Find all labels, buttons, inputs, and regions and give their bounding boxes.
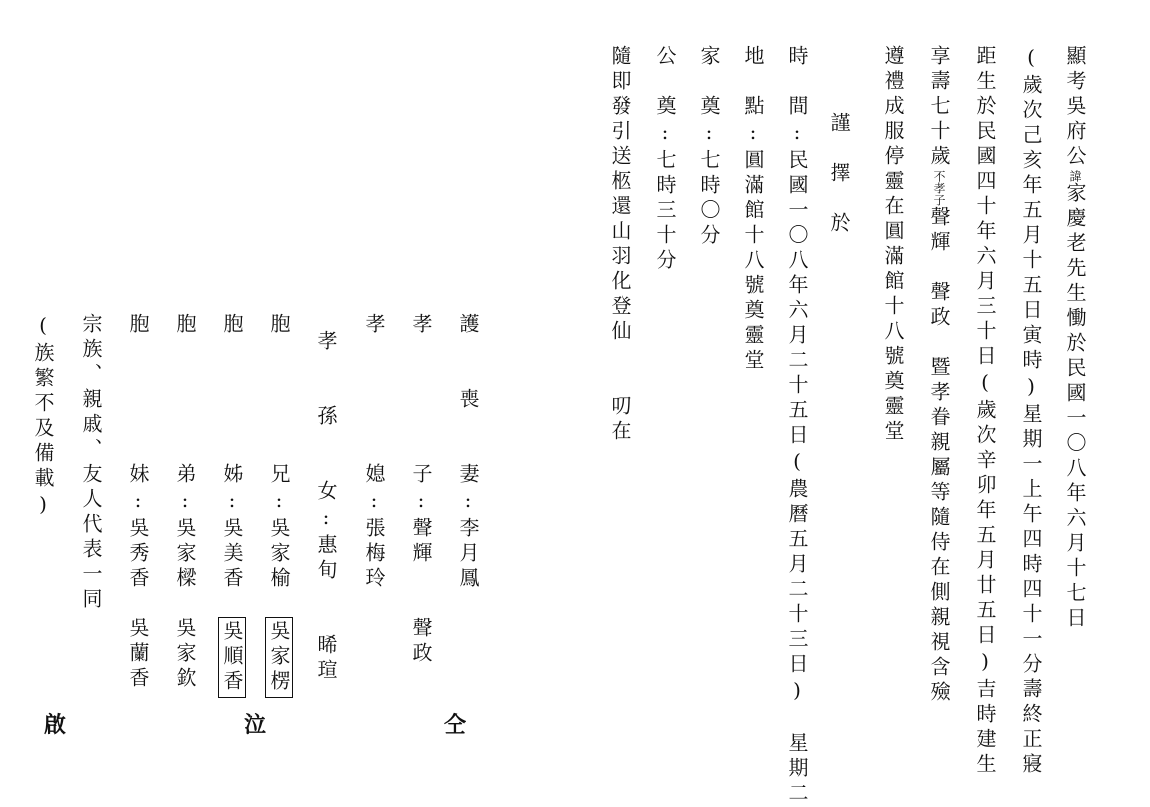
schedule-public-rite: 公 奠:七時三十分 (653, 45, 677, 274)
taboo-note: 諱 (1068, 170, 1082, 182)
announcement-line-1-b: 家慶老先生慟於民國一〇八年六月十七日 (1063, 182, 1087, 632)
family-younger-brothers: 胞 弟:吳家樑 吳家欽 (173, 313, 197, 692)
boxed-name: 吳順香 (218, 617, 246, 698)
signature-right: 仝 (444, 713, 467, 738)
announcement-line-3: 距生於民國四十年六月三十日(歲次辛卯年五月廿五日)吉時建生 (973, 45, 997, 778)
family-elder-sisters (219, 313, 245, 698)
family-daughter-in-law: 孝 媳:張梅玲 (362, 313, 386, 592)
family-note: (族繁不及備載) (31, 313, 55, 521)
family-sons: 孝 子:聲輝 聲政 (409, 313, 433, 667)
family-elder-brothers-text: 胞 兄:吳家榆 (267, 313, 291, 617)
family-elder-brothers (266, 313, 292, 698)
announcement-line-1 (1062, 45, 1088, 632)
announcement-line-6: 謹 擇 於 (827, 112, 851, 237)
family-younger-sisters: 胞 妹:吳秀香 吳蘭香 (126, 313, 150, 692)
boxed-name: 吳家楞 (265, 617, 293, 698)
announcement-line-1-a: 顯考吳府公 (1063, 45, 1087, 170)
signature-middle: 泣 (244, 713, 267, 738)
schedule-location: 地 點:圓滿館十八號奠靈堂 (741, 45, 765, 374)
signature-left: 啟 (44, 713, 67, 738)
schedule-family-rite: 家 奠:七時〇分 (697, 45, 721, 249)
unfilial-son-note: 不孝子 (932, 170, 946, 206)
announcement-line-4-b: 聲輝 聲政 暨孝眷親屬等隨侍在側親視含殮 (927, 206, 951, 706)
family-chief-mourner: 護 喪 妻:李月鳳 (456, 313, 480, 592)
family-granddaughters: 孝 孫 女:惠旬 晞瑄 (314, 330, 338, 684)
announcement-line-4 (926, 45, 952, 706)
family-elder-sisters-text: 胞 姊:吳美香 (220, 313, 244, 617)
schedule-time: 時 間:民國一〇八年六月二十五日(農曆五月二十三日) 星期二 (785, 45, 809, 807)
announcement-line-5: 遵禮成服停靈在圓滿館十八號奠靈堂 (881, 45, 905, 445)
announcement-closing: 隨即發引送柩還山羽化登仙 叨在 (608, 45, 632, 445)
announcement-line-4-a: 享壽七十歲 (927, 45, 951, 170)
announcement-line-2: (歲次己亥年五月十五日寅時)星期一上午四時四十一分壽終正寢 (1019, 45, 1043, 778)
family-relatives: 宗族、親戚、友人代表一同 (79, 313, 103, 613)
